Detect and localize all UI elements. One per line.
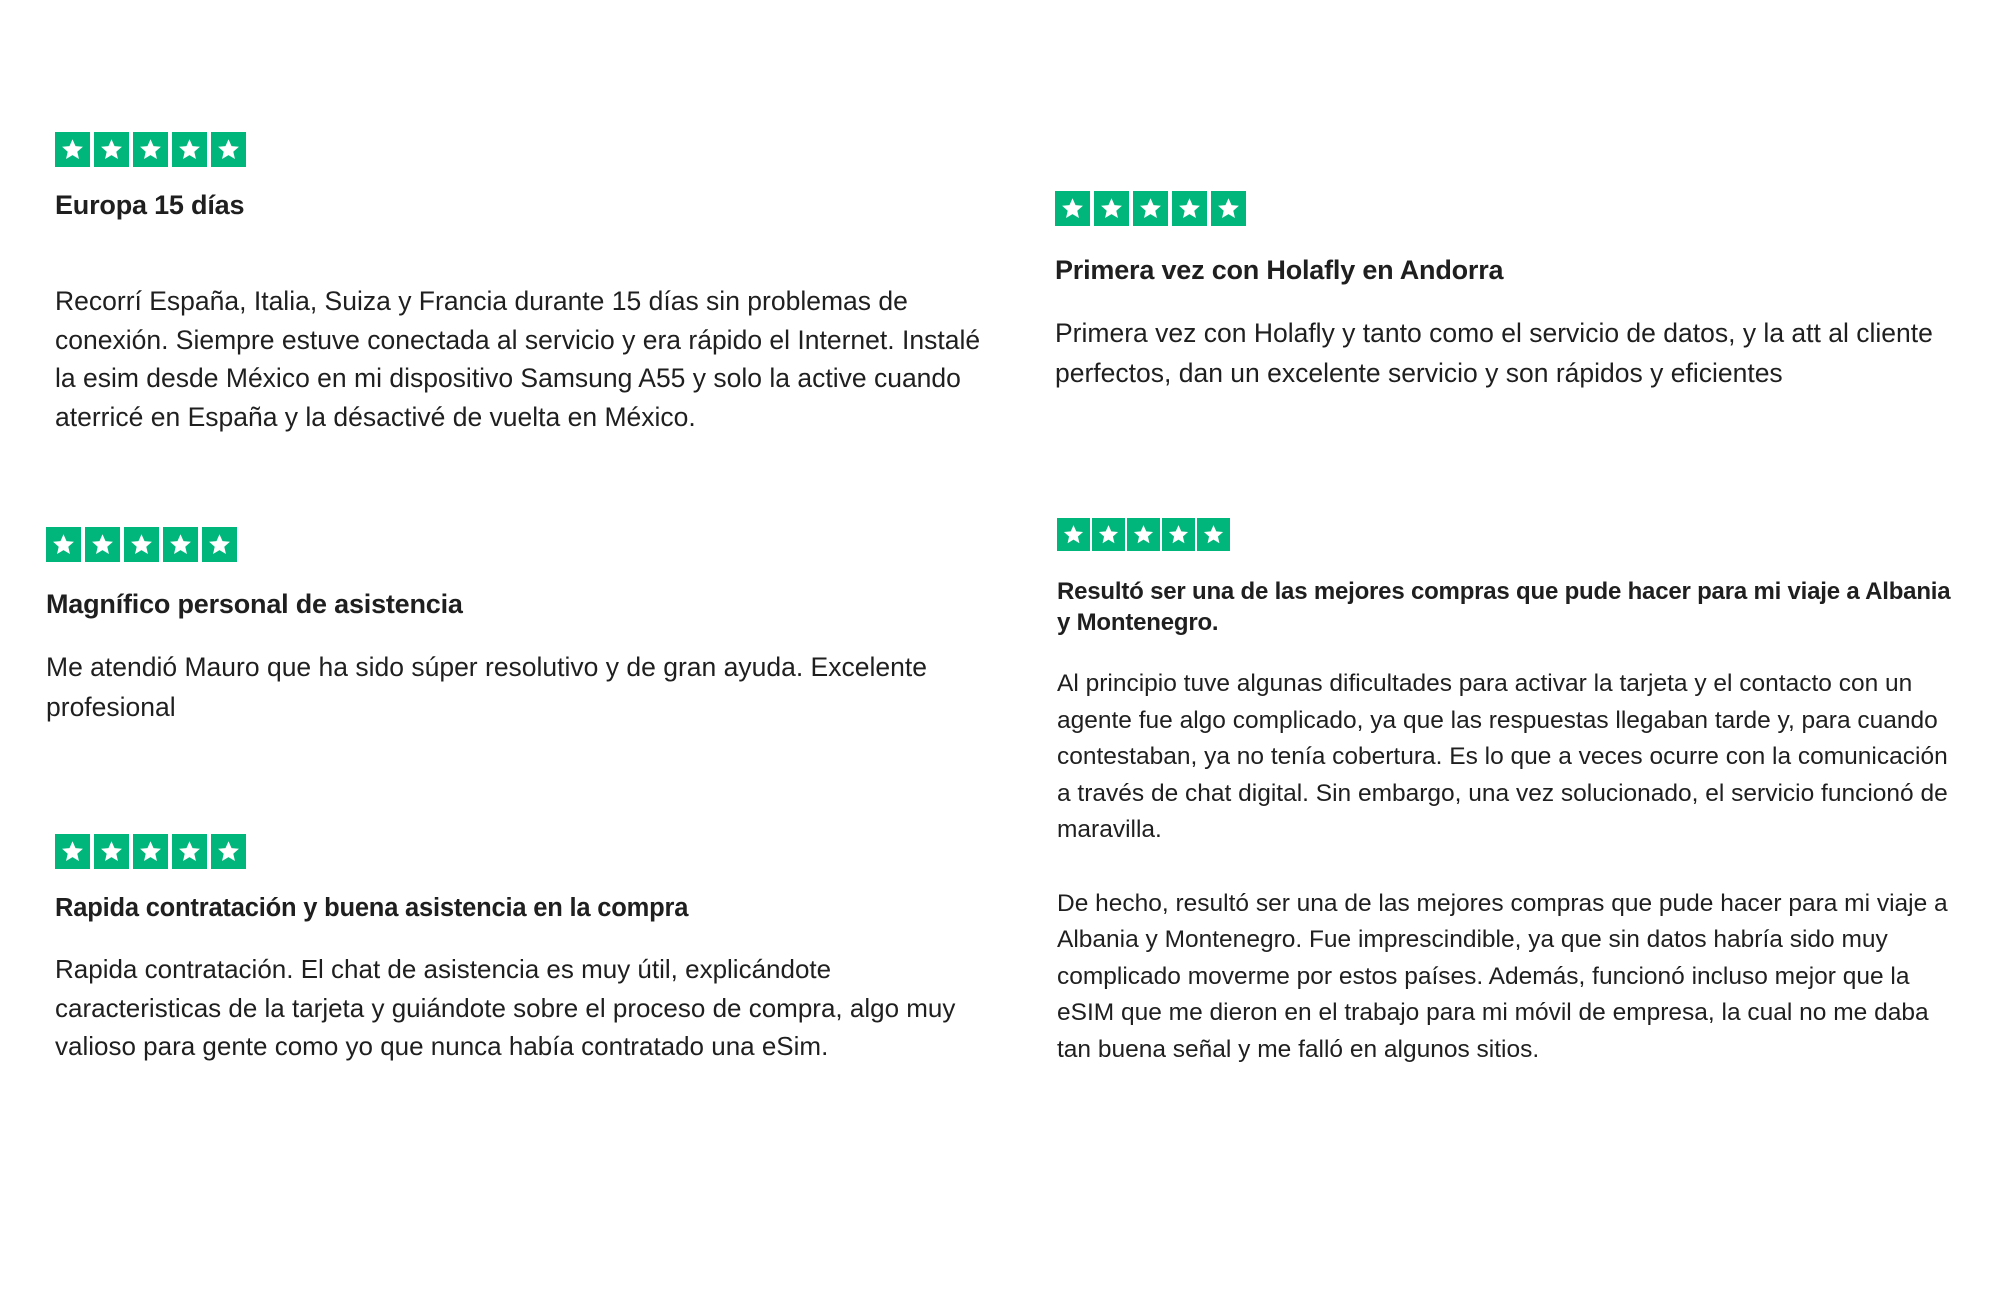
star-icon [46, 527, 81, 562]
star-icon [1172, 191, 1207, 226]
review-card [1057, 518, 1957, 1069]
star-icon [55, 132, 90, 167]
review-body [46, 647, 986, 727]
star-icon [94, 834, 129, 869]
star-rating [46, 527, 986, 563]
review-body [1057, 666, 1957, 1069]
review-title: Resultó ser una de las mejores compras que pude hacer para mi viaje a Albania y Montenegro. [1057, 578, 1951, 636]
star-icon [172, 132, 207, 167]
review-card [55, 834, 995, 1066]
star-rating [55, 132, 995, 168]
star-icon [1094, 191, 1129, 226]
review-title: Rapida contratación y buena asistencia en la compra [55, 894, 689, 922]
star-rating [1055, 191, 1990, 227]
review-title: Europa 15 días [55, 190, 245, 220]
review-paragraph: Rapida contratación. El chat de asistencia es muy útil, explicándote caracteristicas de la tarjeta y guiándote sobre el proceso de compra, algo muy valioso para gente como yo que nunca había contratado una eSim. [55, 954, 956, 1061]
review-body [1055, 313, 1990, 393]
star-icon [202, 527, 237, 562]
star-icon [1133, 191, 1168, 226]
star-icon [133, 132, 168, 167]
star-rating [1057, 518, 1957, 554]
review-paragraph: Recorrí España, Italia, Suiza y Francia durante 15 días sin problemas de conexión. Siempre estuve conectada al servicio y era rápido el Internet. Instalé la esim desde México en mi dispositivo Samsung A55 y solo la active cuando aterricé en España y la désactivé de vuelta en México. [55, 286, 981, 432]
star-icon [211, 834, 246, 869]
star-icon [133, 834, 168, 869]
star-icon [1092, 518, 1125, 551]
star-icon [1057, 518, 1090, 551]
review-paragraph: De hecho, resultó ser una de las mejores compras que pude hacer para mi viaje a Albania y Montenegro. Fue imprescindible, ya que sin datos habría sido muy complicado moverme por estos países. Además, funcionó incluso mejor que la eSIM que me dieron en el trabajo para mi móvil de empresa, la cual no me daba tan buena señal y me falló en algunos sitios. [1057, 889, 1948, 1063]
star-icon [211, 132, 246, 167]
review-body [55, 282, 995, 436]
star-icon [94, 132, 129, 167]
review-card [46, 527, 986, 727]
star-icon [1197, 518, 1230, 551]
review-title: Primera vez con Holafly en Andorra [1055, 255, 1504, 285]
review-title: Magnífico personal de asistencia [46, 589, 463, 619]
review-body [55, 950, 995, 1066]
star-icon [1211, 191, 1246, 226]
review-card [55, 132, 995, 436]
star-icon [1055, 191, 1090, 226]
review-paragraph: Al principio tuve algunas dificultades para activar la tarjeta y el contacto con un agente fue algo complicado, ya que las respuestas llegaban tarde y, para cuando contestaban, ya no tenía cobertura. Es lo que a veces ocurre con la comunicación a través de chat digital. Sin embargo, una vez solucionado, el servicio funcionó de maravilla. [1057, 670, 1948, 844]
star-icon [1127, 518, 1160, 551]
star-icon [124, 527, 159, 562]
star-icon [85, 527, 120, 562]
star-icon [163, 527, 198, 562]
star-icon [172, 834, 207, 869]
review-paragraph: Me atendió Mauro que ha sido súper resolutivo y de gran ayuda. Excelente profesional [46, 652, 927, 722]
review-card [1055, 191, 1990, 393]
star-icon [1162, 518, 1195, 551]
star-rating [55, 834, 995, 870]
star-icon [55, 834, 90, 869]
review-paragraph: Primera vez con Holafly y tanto como el servicio de datos, y la att al cliente perfectos, dan un excelente servicio y son rápidos y eficientes [1055, 318, 1933, 388]
